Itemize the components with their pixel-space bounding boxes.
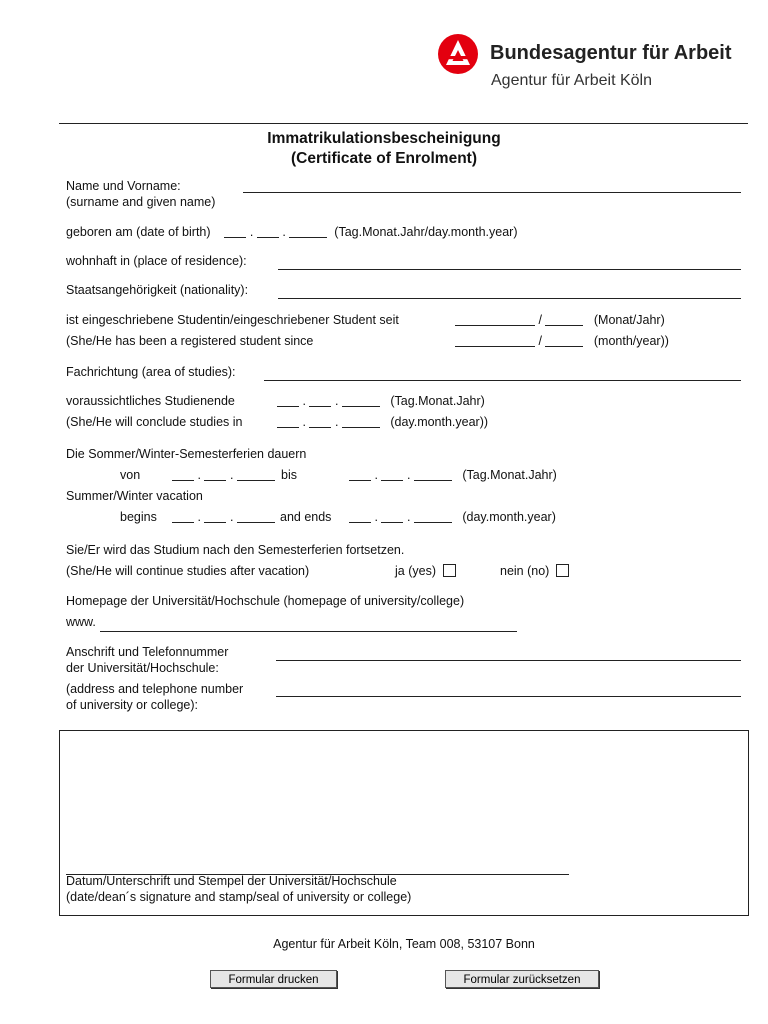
vacation-format-de: (Tag.Monat.Jahr) — [462, 468, 557, 482]
signature-label-en: (date/dean´s signature and stamp/seal of university or college) — [66, 890, 412, 904]
vacation-ends-day-field[interactable] — [349, 510, 371, 523]
vacation-from-month-field[interactable] — [204, 468, 226, 481]
conclusion-en-fields — [277, 415, 488, 430]
bundesagentur-logo-icon — [438, 34, 478, 74]
name-label: Name und Vorname: — [66, 179, 181, 193]
conclusion-day-field[interactable] — [277, 394, 299, 407]
registered-year-field[interactable] — [545, 313, 583, 326]
vacation-begins-day-field[interactable] — [172, 510, 194, 523]
separator: . — [282, 225, 286, 239]
registered-en-fields — [455, 334, 669, 349]
dob-label: geboren am (date of birth) — [66, 225, 211, 239]
conclusion-format-en: (day.month.year)) — [390, 415, 489, 429]
registered-format-de: (Monat/Jahr) — [593, 313, 665, 327]
separator: . — [249, 225, 254, 239]
continue-yes — [395, 564, 456, 579]
homepage-field[interactable] — [100, 631, 517, 632]
print-form-button[interactable]: Formular drucken — [210, 970, 337, 988]
address-label-en-2: of university or college): — [66, 698, 199, 712]
vacation-begins-year-field[interactable] — [237, 510, 275, 523]
logo-subtitle: Agentur für Arbeit Köln — [491, 72, 652, 89]
no-checkbox[interactable] — [556, 564, 569, 577]
separator: . — [197, 468, 201, 482]
nationality-field[interactable] — [278, 298, 741, 299]
vacation-to-label: bis — [281, 468, 297, 482]
address-label: Anschrift und Telefonnummer — [66, 645, 229, 659]
field-label: Fachrichtung (area of studies): — [66, 365, 236, 379]
separator: / — [538, 313, 542, 327]
vacation-label: Die Sommer/Winter-Semesterferien dauern — [66, 447, 307, 461]
header-divider — [59, 123, 748, 124]
vacation-to-month-field[interactable] — [381, 468, 403, 481]
continue-label: Sie/Er wird das Studium nach den Semesterferien fortsetzen. — [66, 543, 405, 557]
separator: . — [406, 510, 411, 524]
conclusion-year-field[interactable] — [342, 394, 380, 407]
registered-de-fields — [455, 313, 665, 328]
address-label-2: der Universität/Hochschule: — [66, 661, 219, 675]
registered-month-field-en[interactable] — [455, 334, 535, 347]
vacation-label-en: Summer/Winter vacation — [66, 489, 203, 503]
conclusion-day-field-en[interactable] — [277, 415, 299, 428]
separator: . — [374, 510, 378, 524]
residence-field[interactable] — [278, 269, 741, 270]
vacation-to-fields — [349, 468, 557, 483]
vacation-ends-year-field[interactable] — [414, 510, 452, 523]
address-field-2[interactable] — [276, 696, 741, 697]
no-label: nein (no) — [500, 564, 550, 578]
vacation-to-day-field[interactable] — [349, 468, 371, 481]
yes-label: ja (yes) — [395, 564, 436, 578]
vacation-begins-label: begins — [120, 510, 157, 524]
nationality-label: Staatsangehörigkeit (nationality): — [66, 283, 249, 297]
name-field[interactable] — [243, 192, 741, 193]
conclusion-year-field-en[interactable] — [342, 415, 380, 428]
conclusion-month-field[interactable] — [309, 394, 331, 407]
field-of-studies-field[interactable] — [264, 380, 741, 381]
registered-label: ist eingeschriebene Studentin/eingeschriebener Student seit — [66, 313, 399, 327]
vacation-from-day-field[interactable] — [172, 468, 194, 481]
vacation-ends-month-field[interactable] — [381, 510, 403, 523]
conclusion-format-de: (Tag.Monat.Jahr) — [390, 394, 485, 408]
vacation-to-year-field[interactable] — [414, 468, 452, 481]
vacation-begins-fields — [172, 510, 275, 525]
form-title: Immatrikulationsbescheinigung — [267, 130, 501, 147]
separator: . — [229, 468, 234, 482]
address-field-1[interactable] — [276, 660, 741, 661]
vacation-from-fields — [172, 468, 275, 483]
dob-day-field[interactable] — [224, 225, 246, 238]
reset-form-button[interactable]: Formular zurücksetzen — [445, 970, 599, 988]
address-label-en: (address and telephone number — [66, 682, 244, 696]
vacation-format-en: (day.month.year) — [462, 510, 556, 524]
dob-year-field[interactable] — [289, 225, 327, 238]
form-subtitle: (Certificate of Enrolment) — [290, 150, 477, 167]
conclusion-de-fields — [277, 394, 485, 409]
separator: . — [229, 510, 234, 524]
vacation-from-label: von — [120, 468, 141, 482]
separator: . — [374, 468, 378, 482]
footer-address: Agentur für Arbeit Köln, Team 008, 53107 Bonn — [273, 937, 535, 951]
vacation-ends-fields — [349, 510, 556, 525]
registered-month-field[interactable] — [455, 313, 535, 326]
separator: . — [334, 415, 339, 429]
separator: . — [197, 510, 201, 524]
logo-title: Bundesagentur für Arbeit — [490, 42, 732, 64]
conclusion-label-en: (She/He will conclude studies in — [66, 415, 243, 429]
vacation-ends-label: and ends — [280, 510, 332, 524]
name-label-en: (surname and given name) — [66, 195, 216, 209]
conclusion-month-field-en[interactable] — [309, 415, 331, 428]
signature-label: Datum/Unterschrift und Stempel der Universität/Hochschule — [66, 874, 397, 888]
dob-row — [66, 225, 517, 240]
separator: . — [302, 394, 306, 408]
dob-month-field[interactable] — [257, 225, 279, 238]
continue-no — [500, 564, 569, 579]
separator: . — [406, 468, 411, 482]
registered-label-en: (She/He has been a registered student since — [66, 334, 314, 348]
separator: / — [538, 334, 542, 348]
separator: . — [302, 415, 306, 429]
continue-label-en: (She/He will continue studies after vacation) — [66, 564, 310, 578]
yes-checkbox[interactable] — [443, 564, 456, 577]
conclusion-label: voraussichtliches Studienende — [66, 394, 235, 408]
homepage-label: Homepage der Universität/Hochschule (homepage of university/college) — [66, 594, 465, 608]
registered-year-field-en[interactable] — [545, 334, 583, 347]
separator: . — [334, 394, 339, 408]
vacation-from-year-field[interactable] — [237, 468, 275, 481]
registered-format-en: (month/year)) — [593, 334, 669, 348]
vacation-begins-month-field[interactable] — [204, 510, 226, 523]
residence-label: wohnhaft in (place of residence): — [66, 254, 247, 268]
dob-format: (Tag.Monat.Jahr/day.month.year) — [334, 225, 518, 239]
homepage-prefix: www. — [66, 615, 96, 629]
